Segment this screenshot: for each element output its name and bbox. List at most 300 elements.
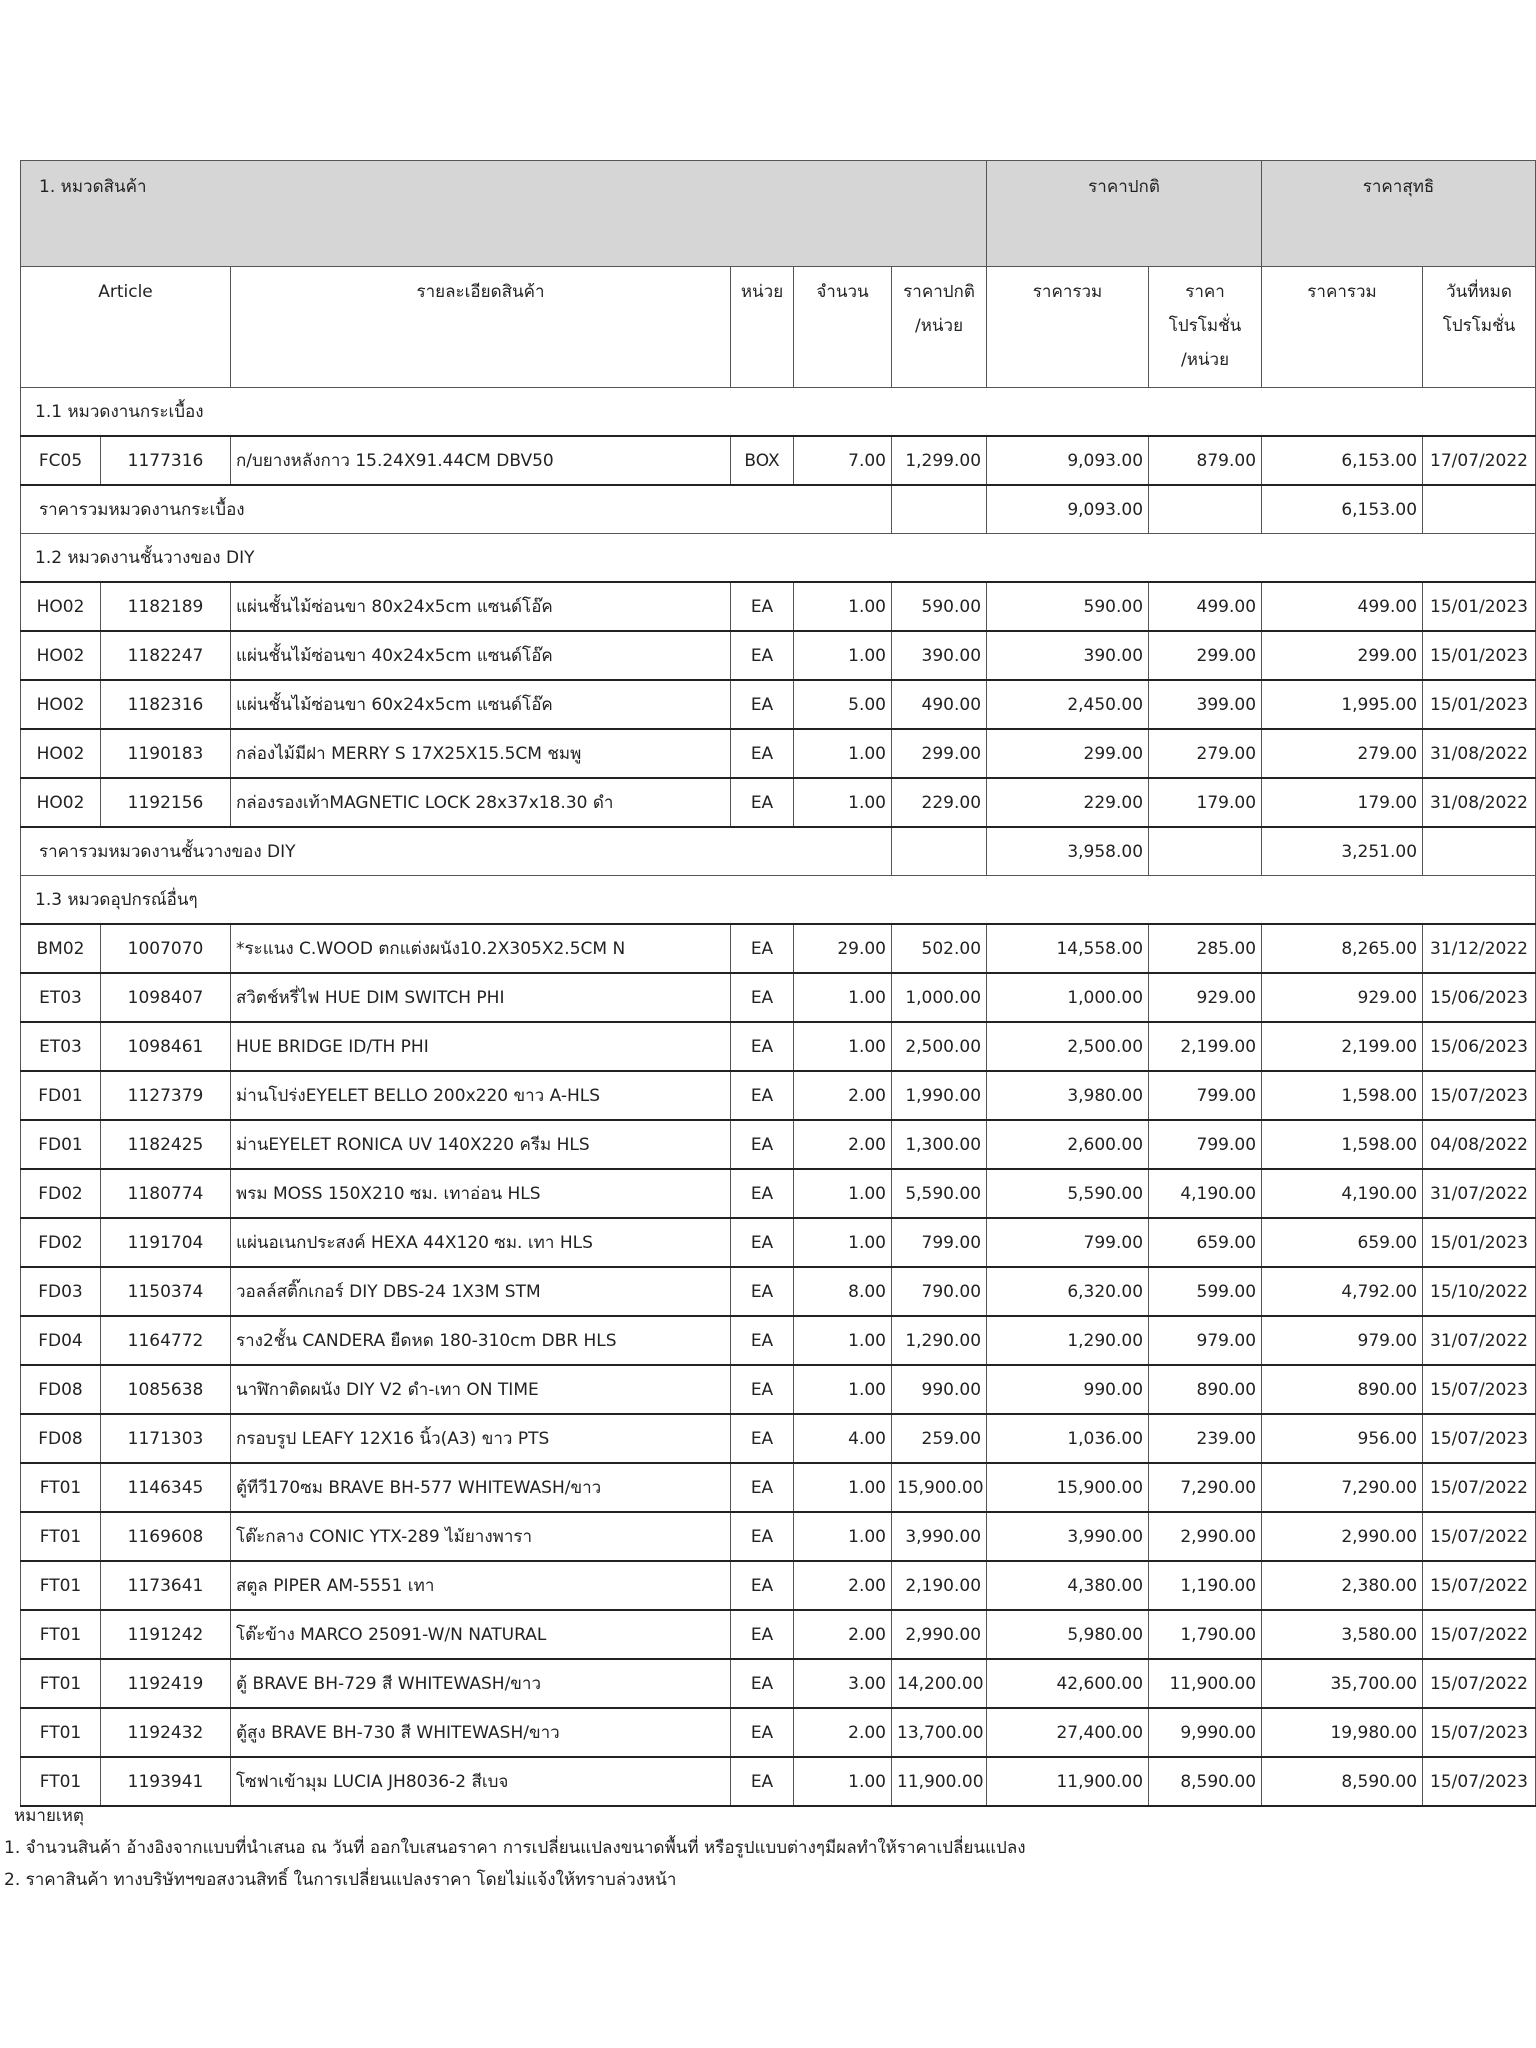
item-normal-price: 990.00 xyxy=(892,1365,987,1414)
item-code: FD02 xyxy=(21,1169,101,1218)
item-qty: 1.00 xyxy=(794,729,892,778)
item-unit: EA xyxy=(731,1414,794,1463)
item-code: FD08 xyxy=(21,1414,101,1463)
item-promo-price: 979.00 xyxy=(1149,1316,1262,1365)
item-qty: 2.00 xyxy=(794,1561,892,1610)
subtotal-net: 3,251.00 xyxy=(1262,827,1423,876)
item-promo-price: 799.00 xyxy=(1149,1071,1262,1120)
item-article: 1177316 xyxy=(101,436,231,485)
item-code: FC05 xyxy=(21,436,101,485)
item-article: 1173641 xyxy=(101,1561,231,1610)
item-promo-price: 1,190.00 xyxy=(1149,1561,1262,1610)
item-description: ตู้ BRAVE BH-729 สี WHITEWASH/ขาว xyxy=(231,1659,731,1708)
item-article: 1182247 xyxy=(101,631,231,680)
item-code: HO02 xyxy=(21,729,101,778)
item-article: 1150374 xyxy=(101,1267,231,1316)
item-code: FT01 xyxy=(21,1708,101,1757)
item-normal-total: 299.00 xyxy=(987,729,1149,778)
note-item: 2. ราคาสินค้า ทางบริษัทฯขอสงวนสิทธิ์ ในการเปลี่ยนแปลงราคา โดยไม่แจ้งให้ทราบล่วงหน้า xyxy=(4,1870,677,1890)
item-normal-price: 2,500.00 xyxy=(892,1022,987,1071)
item-normal-total: 390.00 xyxy=(987,631,1149,680)
column-header-row xyxy=(21,267,1536,388)
item-promo-price: 399.00 xyxy=(1149,680,1262,729)
table-row xyxy=(21,973,1536,1022)
item-qty: 8.00 xyxy=(794,1267,892,1316)
item-normal-total: 5,980.00 xyxy=(987,1610,1149,1659)
item-normal-price: 1,290.00 xyxy=(892,1316,987,1365)
item-code: FD08 xyxy=(21,1365,101,1414)
item-promo-total: 2,380.00 xyxy=(1262,1561,1423,1610)
item-normal-price: 1,299.00 xyxy=(892,436,987,485)
item-unit: EA xyxy=(731,1659,794,1708)
item-description: แผ่นชั้นไม้ซ่อนขา 40x24x5cm แซนด์โอ๊ค xyxy=(231,631,731,680)
item-unit: EA xyxy=(731,924,794,973)
item-normal-price: 3,990.00 xyxy=(892,1512,987,1561)
item-promo-total: 659.00 xyxy=(1262,1218,1423,1267)
item-unit: EA xyxy=(731,1610,794,1659)
item-normal-price: 229.00 xyxy=(892,778,987,827)
section-row xyxy=(21,388,1536,437)
table-row xyxy=(21,1512,1536,1561)
item-promo-total: 956.00 xyxy=(1262,1414,1423,1463)
item-unit: EA xyxy=(731,1316,794,1365)
item-promo-end: 31/07/2022 xyxy=(1423,1316,1536,1365)
item-unit: EA xyxy=(731,729,794,778)
table-row xyxy=(21,680,1536,729)
item-qty: 2.00 xyxy=(794,1071,892,1120)
item-qty: 1.00 xyxy=(794,1169,892,1218)
item-promo-price: 499.00 xyxy=(1149,582,1262,631)
item-normal-price: 299.00 xyxy=(892,729,987,778)
table-row xyxy=(21,1610,1536,1659)
subtotal-spacer xyxy=(892,485,987,534)
item-promo-price: 2,990.00 xyxy=(1149,1512,1262,1561)
item-promo-total: 1,598.00 xyxy=(1262,1120,1423,1169)
item-article: 1193941 xyxy=(101,1757,231,1806)
header-promo-end xyxy=(1423,267,1536,388)
item-promo-total: 19,980.00 xyxy=(1262,1708,1423,1757)
item-description: *ระแนง C.WOOD ตกแต่งผนัง10.2X305X2.5CM N xyxy=(231,924,731,973)
item-normal-price: 2,990.00 xyxy=(892,1610,987,1659)
item-promo-total: 1,995.00 xyxy=(1262,680,1423,729)
item-promo-total: 179.00 xyxy=(1262,778,1423,827)
item-article: 1164772 xyxy=(101,1316,231,1365)
item-promo-end: 15/07/2023 xyxy=(1423,1708,1536,1757)
item-code: FD01 xyxy=(21,1071,101,1120)
item-description: ม่านEYELET RONICA UV 140X220 ครีม HLS xyxy=(231,1120,731,1169)
item-qty: 4.00 xyxy=(794,1414,892,1463)
item-promo-end: 15/07/2022 xyxy=(1423,1561,1536,1610)
item-normal-price: 790.00 xyxy=(892,1267,987,1316)
item-qty: 1.00 xyxy=(794,1365,892,1414)
subtotal-spacer xyxy=(1423,827,1536,876)
item-promo-total: 35,700.00 xyxy=(1262,1659,1423,1708)
item-promo-end: 15/07/2022 xyxy=(1423,1512,1536,1561)
item-normal-price: 259.00 xyxy=(892,1414,987,1463)
table-row xyxy=(21,1169,1536,1218)
item-normal-price: 390.00 xyxy=(892,631,987,680)
item-promo-total: 890.00 xyxy=(1262,1365,1423,1414)
item-description: นาฬิกาติดผนัง DIY V2 ดำ-เทา ON TIME xyxy=(231,1365,731,1414)
item-description: แผ่นอเนกประสงค์ HEXA 44X120 ซม. เทา HLS xyxy=(231,1218,731,1267)
subtotal-row xyxy=(21,485,1536,534)
item-promo-end: 15/01/2023 xyxy=(1423,582,1536,631)
item-promo-end: 15/06/2023 xyxy=(1423,1022,1536,1071)
item-unit: EA xyxy=(731,1463,794,1512)
item-promo-end: 15/07/2023 xyxy=(1423,1365,1536,1414)
item-article: 1192432 xyxy=(101,1708,231,1757)
item-article: 1127379 xyxy=(101,1071,231,1120)
item-unit: EA xyxy=(731,1169,794,1218)
item-normal-total: 15,900.00 xyxy=(987,1463,1149,1512)
item-qty: 5.00 xyxy=(794,680,892,729)
item-normal-total: 42,600.00 xyxy=(987,1659,1149,1708)
item-article: 1182189 xyxy=(101,582,231,631)
table-row xyxy=(21,1757,1536,1806)
item-qty: 1.00 xyxy=(794,582,892,631)
table-row xyxy=(21,1218,1536,1267)
item-code: FD03 xyxy=(21,1267,101,1316)
item-description: แผ่นชั้นไม้ซ่อนขา 60x24x5cm แซนด์โอ๊ค xyxy=(231,680,731,729)
subtotal-normal: 3,958.00 xyxy=(987,827,1149,876)
item-unit: BOX xyxy=(731,436,794,485)
header-line: ราคาปกติ xyxy=(903,282,975,302)
item-normal-total: 3,990.00 xyxy=(987,1512,1149,1561)
item-code: FD04 xyxy=(21,1316,101,1365)
item-description: ม่านโปร่งEYELET BELLO 200x220 ขาว A-HLS xyxy=(231,1071,731,1120)
item-promo-end: 15/01/2023 xyxy=(1423,1218,1536,1267)
header-unit: หน่วย xyxy=(731,267,794,388)
item-article: 1182425 xyxy=(101,1120,231,1169)
item-code: FT01 xyxy=(21,1512,101,1561)
item-promo-total: 8,590.00 xyxy=(1262,1757,1423,1806)
table-row xyxy=(21,1365,1536,1414)
item-normal-price: 799.00 xyxy=(892,1218,987,1267)
table-row xyxy=(21,436,1536,485)
table-row xyxy=(21,1267,1536,1316)
header-line: ราคา xyxy=(1185,282,1225,302)
item-qty: 1.00 xyxy=(794,1316,892,1365)
item-normal-price: 5,590.00 xyxy=(892,1169,987,1218)
item-description: โต๊ะกลาง CONIC YTX-289 ไม้ยางพารา xyxy=(231,1512,731,1561)
table-row xyxy=(21,631,1536,680)
section-title: 1.1 หมวดงานกระเบื้อง xyxy=(21,388,1536,437)
item-promo-total: 2,990.00 xyxy=(1262,1512,1423,1561)
table-row xyxy=(21,1463,1536,1512)
item-article: 1098461 xyxy=(101,1022,231,1071)
header-line: โปรโมชั่น xyxy=(1442,316,1516,336)
item-promo-price: 1,790.00 xyxy=(1149,1610,1262,1659)
item-promo-price: 659.00 xyxy=(1149,1218,1262,1267)
item-code: HO02 xyxy=(21,680,101,729)
table-row xyxy=(21,1071,1536,1120)
item-article: 1191242 xyxy=(101,1610,231,1659)
item-promo-total: 279.00 xyxy=(1262,729,1423,778)
item-normal-total: 799.00 xyxy=(987,1218,1149,1267)
item-promo-end: 17/07/2022 xyxy=(1423,436,1536,485)
header-normal-unit-price xyxy=(892,267,987,388)
item-promo-total: 979.00 xyxy=(1262,1316,1423,1365)
item-article: 1171303 xyxy=(101,1414,231,1463)
item-promo-end: 15/01/2023 xyxy=(1423,680,1536,729)
item-promo-total: 299.00 xyxy=(1262,631,1423,680)
item-normal-price: 15,900.00 xyxy=(892,1463,987,1512)
item-description: แผ่นชั้นไม้ซ่อนขา 80x24x5cm แซนด์โอ๊ค xyxy=(231,582,731,631)
item-promo-end: 15/07/2023 xyxy=(1423,1757,1536,1806)
item-qty: 2.00 xyxy=(794,1610,892,1659)
item-article: 1146345 xyxy=(101,1463,231,1512)
item-qty: 1.00 xyxy=(794,1757,892,1806)
table-row xyxy=(21,1120,1536,1169)
item-normal-total: 2,450.00 xyxy=(987,680,1149,729)
item-promo-end: 15/07/2022 xyxy=(1423,1610,1536,1659)
subtotal-label: ราคารวมหมวดงานกระเบื้อง xyxy=(21,485,892,534)
table-row xyxy=(21,1659,1536,1708)
item-qty: 1.00 xyxy=(794,1463,892,1512)
table-row xyxy=(21,778,1536,827)
item-code: FT01 xyxy=(21,1757,101,1806)
item-description: ตู้สูง BRAVE BH-730 สี WHITEWASH/ขาว xyxy=(231,1708,731,1757)
header-promo-unit-price xyxy=(1149,267,1262,388)
item-description: สตูล PIPER AM-5551 เทา xyxy=(231,1561,731,1610)
item-promo-price: 890.00 xyxy=(1149,1365,1262,1414)
item-description: ตู้ทีวี170ซม BRAVE BH-577 WHITEWASH/ขาว xyxy=(231,1463,731,1512)
item-qty: 3.00 xyxy=(794,1659,892,1708)
item-normal-total: 11,900.00 xyxy=(987,1757,1149,1806)
item-unit: EA xyxy=(731,1120,794,1169)
item-unit: EA xyxy=(731,1218,794,1267)
item-promo-end: 15/06/2023 xyxy=(1423,973,1536,1022)
item-code: FT01 xyxy=(21,1561,101,1610)
item-unit: EA xyxy=(731,973,794,1022)
header-line: วันที่หมด xyxy=(1446,282,1512,302)
table-row xyxy=(21,1316,1536,1365)
item-promo-end: 15/07/2022 xyxy=(1423,1463,1536,1512)
item-code: HO02 xyxy=(21,778,101,827)
item-promo-end: 31/07/2022 xyxy=(1423,1169,1536,1218)
item-code: HO02 xyxy=(21,631,101,680)
header-qty: จำนวน xyxy=(794,267,892,388)
item-article: 1169608 xyxy=(101,1512,231,1561)
item-article: 1190183 xyxy=(101,729,231,778)
item-normal-total: 27,400.00 xyxy=(987,1708,1149,1757)
item-promo-end: 31/08/2022 xyxy=(1423,729,1536,778)
table-row xyxy=(21,729,1536,778)
item-qty: 2.00 xyxy=(794,1708,892,1757)
item-normal-total: 1,000.00 xyxy=(987,973,1149,1022)
table-row xyxy=(21,1414,1536,1463)
item-article: 1192156 xyxy=(101,778,231,827)
item-unit: EA xyxy=(731,1708,794,1757)
item-code: FD02 xyxy=(21,1218,101,1267)
header-description: รายละเอียดสินค้า xyxy=(231,267,731,388)
table-row xyxy=(21,1022,1536,1071)
group-net-price: ราคาสุทธิ xyxy=(1262,161,1536,267)
subtotal-spacer xyxy=(1423,485,1536,534)
item-unit: EA xyxy=(731,1022,794,1071)
item-normal-total: 14,558.00 xyxy=(987,924,1149,973)
item-code: FT01 xyxy=(21,1659,101,1708)
item-description: พรม MOSS 150X210 ซม. เทาอ่อน HLS xyxy=(231,1169,731,1218)
item-promo-total: 929.00 xyxy=(1262,973,1423,1022)
item-promo-price: 2,199.00 xyxy=(1149,1022,1262,1071)
item-promo-total: 6,153.00 xyxy=(1262,436,1423,485)
item-article: 1180774 xyxy=(101,1169,231,1218)
item-promo-total: 8,265.00 xyxy=(1262,924,1423,973)
item-normal-total: 5,590.00 xyxy=(987,1169,1149,1218)
subtotal-spacer xyxy=(1149,485,1262,534)
item-qty: 7.00 xyxy=(794,436,892,485)
item-promo-price: 8,590.00 xyxy=(1149,1757,1262,1806)
item-normal-price: 502.00 xyxy=(892,924,987,973)
item-promo-total: 499.00 xyxy=(1262,582,1423,631)
item-code: FD01 xyxy=(21,1120,101,1169)
item-normal-price: 13,700.00 xyxy=(892,1708,987,1757)
item-unit: EA xyxy=(731,1071,794,1120)
item-promo-price: 239.00 xyxy=(1149,1414,1262,1463)
item-promo-end: 31/08/2022 xyxy=(1423,778,1536,827)
group-normal-price: ราคาปกติ xyxy=(987,161,1262,267)
item-promo-end: 04/08/2022 xyxy=(1423,1120,1536,1169)
item-promo-price: 9,990.00 xyxy=(1149,1708,1262,1757)
item-code: FT01 xyxy=(21,1463,101,1512)
section-row xyxy=(21,876,1536,925)
item-promo-total: 4,190.00 xyxy=(1262,1169,1423,1218)
item-unit: EA xyxy=(731,582,794,631)
item-normal-price: 14,200.00 xyxy=(892,1659,987,1708)
item-normal-total: 990.00 xyxy=(987,1365,1149,1414)
item-promo-price: 299.00 xyxy=(1149,631,1262,680)
item-unit: EA xyxy=(731,680,794,729)
item-promo-end: 15/07/2023 xyxy=(1423,1414,1536,1463)
notes xyxy=(4,1800,1026,1896)
item-description: โซฟาเข้ามุม LUCIA JH8036-2 สีเบจ xyxy=(231,1757,731,1806)
table-row xyxy=(21,1708,1536,1757)
item-unit: EA xyxy=(731,1267,794,1316)
item-promo-end: 15/01/2023 xyxy=(1423,631,1536,680)
subtotal-row xyxy=(21,827,1536,876)
category-title: 1. หมวดสินค้า xyxy=(21,161,987,267)
item-normal-total: 2,600.00 xyxy=(987,1120,1149,1169)
note-item: 1. จำนวนสินค้า อ้างอิงจากแบบที่นำเสนอ ณ วันที่ ออกใบเสนอราคา การเปลี่ยนแปลงขนาดพื้นที่ หรือรูปแบบต่างๆมีผลทำให้ราคาเปลี่ยนแปลง xyxy=(4,1838,1026,1858)
price-table xyxy=(20,160,1536,1807)
item-description: วอลล์สติ๊กเกอร์ DIY DBS-24 1X3M STM xyxy=(231,1267,731,1316)
item-unit: EA xyxy=(731,1561,794,1610)
item-promo-total: 1,598.00 xyxy=(1262,1071,1423,1120)
item-normal-total: 4,380.00 xyxy=(987,1561,1149,1610)
item-code: ET03 xyxy=(21,973,101,1022)
header-article: Article xyxy=(21,267,231,388)
item-unit: EA xyxy=(731,778,794,827)
item-description: HUE BRIDGE ID/TH PHI xyxy=(231,1022,731,1071)
item-normal-price: 2,190.00 xyxy=(892,1561,987,1610)
item-qty: 1.00 xyxy=(794,1218,892,1267)
item-article: 1191704 xyxy=(101,1218,231,1267)
item-normal-total: 590.00 xyxy=(987,582,1149,631)
item-normal-total: 1,036.00 xyxy=(987,1414,1149,1463)
item-description: กรอบรูป LEAFY 12X16 นิ้ว(A3) ขาว PTS xyxy=(231,1414,731,1463)
category-header-row xyxy=(21,161,1536,267)
item-qty: 1.00 xyxy=(794,973,892,1022)
item-normal-total: 1,290.00 xyxy=(987,1316,1149,1365)
item-normal-total: 6,320.00 xyxy=(987,1267,1149,1316)
item-code: FT01 xyxy=(21,1610,101,1659)
subtotal-spacer xyxy=(1149,827,1262,876)
item-promo-total: 7,290.00 xyxy=(1262,1463,1423,1512)
item-normal-total: 3,980.00 xyxy=(987,1071,1149,1120)
item-unit: EA xyxy=(731,1512,794,1561)
item-promo-end: 15/10/2022 xyxy=(1423,1267,1536,1316)
subtotal-net: 6,153.00 xyxy=(1262,485,1423,534)
item-article: 1192419 xyxy=(101,1659,231,1708)
item-article: 1007070 xyxy=(101,924,231,973)
item-qty: 2.00 xyxy=(794,1120,892,1169)
item-normal-price: 1,990.00 xyxy=(892,1071,987,1120)
item-description: กล่องไม้มีฝา MERRY S 17X25X15.5CM ชมพู xyxy=(231,729,731,778)
item-normal-total: 9,093.00 xyxy=(987,436,1149,485)
item-qty: 1.00 xyxy=(794,631,892,680)
item-promo-price: 4,190.00 xyxy=(1149,1169,1262,1218)
item-normal-price: 1,300.00 xyxy=(892,1120,987,1169)
item-normal-price: 11,900.00 xyxy=(892,1757,987,1806)
item-article: 1098407 xyxy=(101,973,231,1022)
item-description: สวิตช์หรี่ไฟ HUE DIM SWITCH PHI xyxy=(231,973,731,1022)
table-row xyxy=(21,1561,1536,1610)
item-promo-price: 7,290.00 xyxy=(1149,1463,1262,1512)
item-code: BM02 xyxy=(21,924,101,973)
subtotal-normal: 9,093.00 xyxy=(987,485,1149,534)
item-promo-price: 929.00 xyxy=(1149,973,1262,1022)
section-title: 1.3 หมวดอุปกรณ์อื่นๆ xyxy=(21,876,1536,925)
item-unit: EA xyxy=(731,1365,794,1414)
header-promo-total: ราคารวม xyxy=(1262,267,1423,388)
item-normal-price: 1,000.00 xyxy=(892,973,987,1022)
section-title: 1.2 หมวดงานชั้นวางของ DIY xyxy=(21,534,1536,583)
item-normal-total: 229.00 xyxy=(987,778,1149,827)
item-description: โต๊ะข้าง MARCO 25091-W/N NATURAL xyxy=(231,1610,731,1659)
item-promo-price: 599.00 xyxy=(1149,1267,1262,1316)
item-promo-price: 279.00 xyxy=(1149,729,1262,778)
item-qty: 29.00 xyxy=(794,924,892,973)
item-description: ราง2ชั้น CANDERA ยืดหด 180-310cm DBR HLS xyxy=(231,1316,731,1365)
item-promo-price: 285.00 xyxy=(1149,924,1262,973)
item-promo-end: 15/07/2023 xyxy=(1423,1071,1536,1120)
item-promo-total: 4,792.00 xyxy=(1262,1267,1423,1316)
section-row xyxy=(21,534,1536,583)
item-code: HO02 xyxy=(21,582,101,631)
item-unit: EA xyxy=(731,631,794,680)
item-promo-total: 2,199.00 xyxy=(1262,1022,1423,1071)
notes-title: หมายเหตุ xyxy=(14,1806,84,1826)
item-promo-total: 3,580.00 xyxy=(1262,1610,1423,1659)
header-line: /หน่วย xyxy=(1180,350,1230,370)
item-promo-price: 11,900.00 xyxy=(1149,1659,1262,1708)
item-qty: 1.00 xyxy=(794,1022,892,1071)
item-description: ก/บยางหลังกาว 15.24X91.44CM DBV50 xyxy=(231,436,731,485)
item-article: 1182316 xyxy=(101,680,231,729)
table-row xyxy=(21,582,1536,631)
item-promo-end: 15/07/2022 xyxy=(1423,1659,1536,1708)
item-normal-price: 490.00 xyxy=(892,680,987,729)
item-article: 1085638 xyxy=(101,1365,231,1414)
subtotal-label: ราคารวมหมวดงานชั้นวางของ DIY xyxy=(21,827,892,876)
item-normal-total: 2,500.00 xyxy=(987,1022,1149,1071)
item-promo-price: 879.00 xyxy=(1149,436,1262,485)
item-qty: 1.00 xyxy=(794,1512,892,1561)
item-qty: 1.00 xyxy=(794,778,892,827)
item-description: กล่องรองเท้าMAGNETIC LOCK 28x37x18.30 ดำ xyxy=(231,778,731,827)
subtotal-spacer xyxy=(892,827,987,876)
